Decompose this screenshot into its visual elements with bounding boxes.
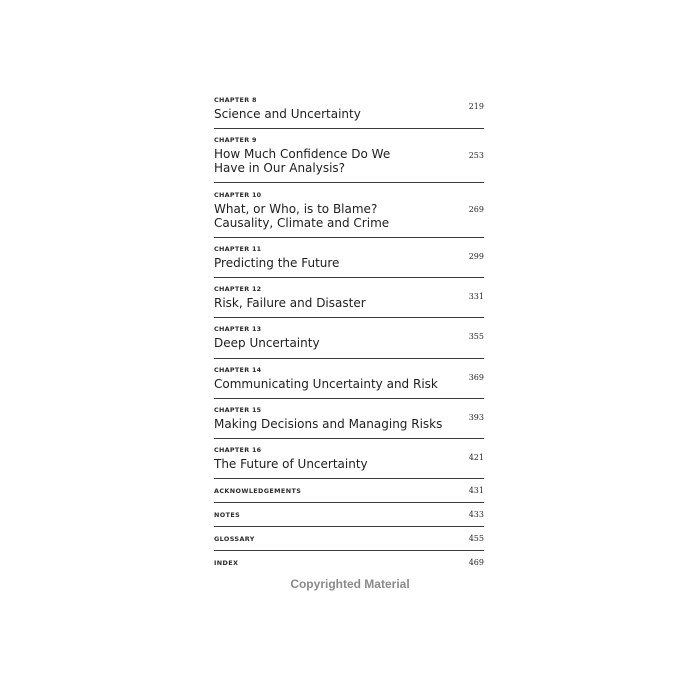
chapter-title-line-2: Have in Our Analysis? xyxy=(214,161,346,175)
page-number: 369 xyxy=(468,373,484,382)
page-number: 253 xyxy=(468,151,484,160)
chapter-label: CHAPTER 11 xyxy=(214,245,262,253)
chapter-title: Making Decisions and Managing Risks xyxy=(214,417,443,431)
page-number: 455 xyxy=(468,534,484,543)
toc-entry-chapter-11[interactable] xyxy=(214,238,484,278)
toc-entry-chapter-10[interactable] xyxy=(214,183,484,238)
chapter-title: Deep Uncertainty xyxy=(214,336,320,350)
page-number: 355 xyxy=(468,332,484,341)
chapter-label: CHAPTER 14 xyxy=(214,366,262,374)
chapter-title-line-1: What, or Who, is to Blame? xyxy=(214,202,378,216)
table-of-contents xyxy=(214,94,484,575)
chapter-title: Communicating Uncertainty and Risk xyxy=(214,377,438,391)
toc-entry-notes[interactable] xyxy=(214,503,484,527)
page-number: 431 xyxy=(468,486,484,495)
toc-entry-chapter-15[interactable] xyxy=(214,399,484,439)
page-number: 219 xyxy=(468,102,484,111)
chapter-title: Science and Uncertainty xyxy=(214,107,361,121)
chapter-label: CHAPTER 12 xyxy=(214,285,262,293)
toc-entry-chapter-8[interactable] xyxy=(214,94,484,129)
chapter-title: The Future of Uncertainty xyxy=(214,457,368,471)
chapter-label: CHAPTER 8 xyxy=(214,96,257,104)
page-number: 421 xyxy=(468,453,484,462)
back-matter-label: INDEX xyxy=(214,559,239,567)
chapter-title-line-1: How Much Confidence Do We xyxy=(214,147,391,161)
chapter-title xyxy=(214,202,484,230)
chapter-title: Risk, Failure and Disaster xyxy=(214,296,366,310)
chapter-label: CHAPTER 15 xyxy=(214,406,262,414)
chapter-title-line-2: Causality, Climate and Crime xyxy=(214,216,390,230)
chapter-label: CHAPTER 16 xyxy=(214,446,262,454)
toc-entry-index[interactable] xyxy=(214,551,484,575)
toc-entry-acknowledgements[interactable] xyxy=(214,479,484,503)
toc-entry-glossary[interactable] xyxy=(214,527,484,551)
page-number: 331 xyxy=(468,292,484,301)
copyright-notice: Copyrighted Material xyxy=(290,577,410,591)
chapter-label: CHAPTER 13 xyxy=(214,325,262,333)
chapter-title: Predicting the Future xyxy=(214,256,340,270)
chapter-title xyxy=(214,147,484,175)
toc-entry-chapter-12[interactable] xyxy=(214,278,484,318)
back-matter-label: NOTES xyxy=(214,511,241,519)
back-matter-label: ACKNOWLEDGEMENTS xyxy=(214,487,302,495)
toc-entry-chapter-9[interactable] xyxy=(214,129,484,183)
page-number: 269 xyxy=(468,205,484,214)
page-number: 469 xyxy=(468,558,484,567)
page-number: 393 xyxy=(468,413,484,422)
chapter-label: CHAPTER 9 xyxy=(214,136,257,144)
back-matter-label: GLOSSARY xyxy=(214,535,255,543)
toc-entry-chapter-13[interactable] xyxy=(214,318,484,359)
page-number: 299 xyxy=(468,252,484,261)
toc-entry-chapter-16[interactable] xyxy=(214,439,484,479)
page-number: 433 xyxy=(468,510,484,519)
toc-entry-chapter-14[interactable] xyxy=(214,359,484,399)
chapter-label: CHAPTER 10 xyxy=(214,191,262,199)
